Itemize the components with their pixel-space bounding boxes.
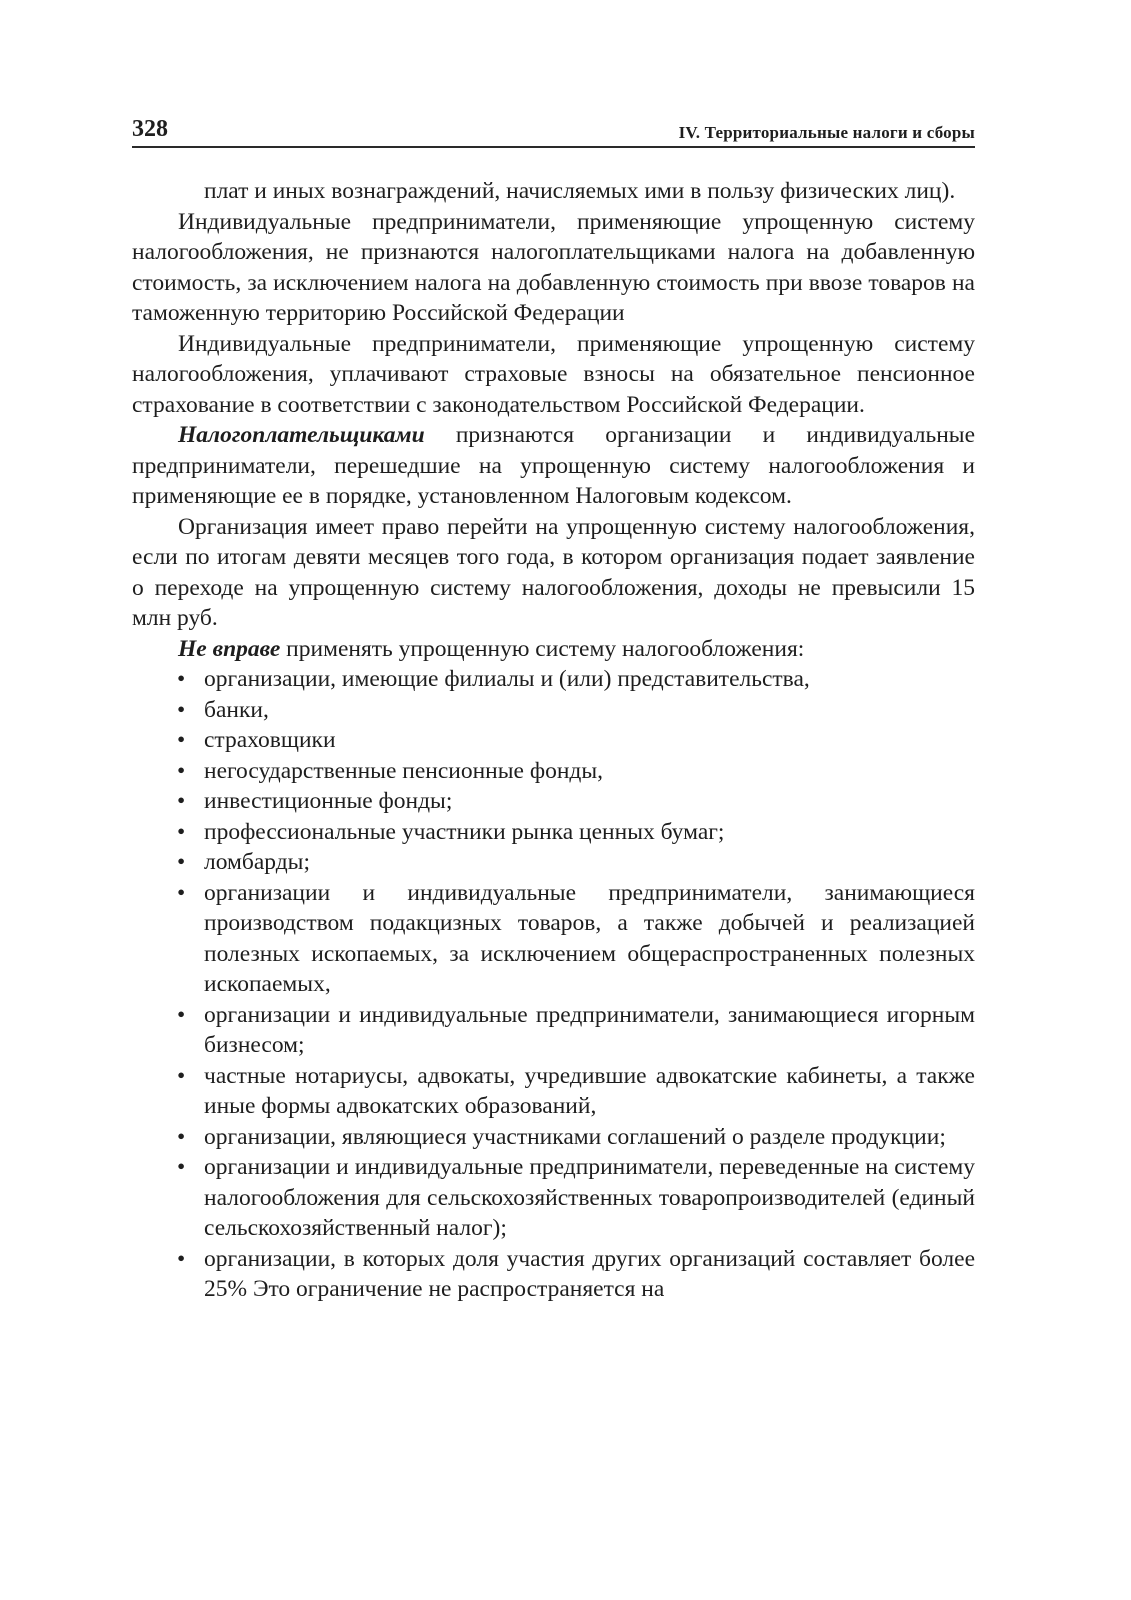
list-item: • организации и индивидуальные предприниматели, переведенные на систему налогообложения для сельскохозяйственных товаропроизводителей (единый сельскохозяйственный налог);: [204, 1152, 975, 1244]
chapter-title: IV. Территориальные налоги и сборы: [678, 123, 975, 142]
paragraph-vat-exemption: Индивидуальные предприниматели, применяющие упрощенную систему налогообложения, не признаются налогоплательщиками налога на добавленную стоимость, за исключением налога на добавленную стоимость при ввозе товаров на таможенную территорию Российской Федерации: [132, 208, 975, 326]
list-item: • профессиональные участники рынка ценных бумаг;: [204, 817, 975, 848]
list-item: • организации, имеющие филиалы и (или) представительства,: [204, 664, 975, 695]
list-item: • страховщики: [204, 725, 975, 756]
paragraph-not-entitled-text: применять упрощенную систему налогообложения:: [280, 635, 805, 662]
list-item: • банки,: [204, 695, 975, 726]
page-number: 328: [132, 116, 168, 142]
paragraph-pension-contributions: Индивидуальные предприниматели, применяющие упрощенную систему налогообложения, уплачивают страховые взносы на обязательное пенсионное страхование в соответствии с законодательством Российской Федерации.: [132, 330, 975, 418]
body-text: [132, 176, 975, 1305]
list-item: • организации и индивидуальные предприниматели, занимающиеся игорным бизнесом;: [204, 1000, 975, 1061]
list-item: • частные нотариусы, адвокаты, учредившие адвокатские кабинеты, а также иные формы адвокатских образований,: [204, 1061, 975, 1122]
continuation-paragraph: плат и иных вознаграждений, начисляемых ими в пользу физических лиц).: [204, 178, 956, 204]
paragraph-transition-right: Организация имеет право перейти на упрощенную систему налогообложения, если по итогам девяти месяцев того года, в котором организация подает заявление о переходе на упрощенную систему налогообложения, доходы не превысили 15 млн руб.: [132, 513, 975, 631]
list-item: • организации, в которых доля участия других организаций составляет более 25% Это ограничение не распространяется на: [204, 1244, 975, 1305]
paragraph-taxpayers-text: признаются организации и индивидуальные предприниматели, перешедшие на упрощенную систему налогообложения и применяющие ее в порядке, установленном Налоговым кодексом.: [132, 422, 975, 509]
list-item: • ломбарды;: [204, 847, 975, 878]
list-item: • организации, являющиеся участниками соглашений о разделе продукции;: [204, 1122, 975, 1153]
list-item: • инвестиционные фонды;: [204, 786, 975, 817]
running-head: [132, 110, 975, 148]
term-not-entitled: Не вправе: [178, 635, 281, 662]
excluded-entities-list: [132, 664, 975, 1305]
term-taxpayers: Налогоплательщиками: [178, 422, 425, 448]
book-page: [132, 110, 975, 1305]
list-item: • организации и индивидуальные предприниматели, занимающиеся производством подакцизных товаров, а также добычей и реализацией полезных ископаемых, за исключением общераспространенных полезных ископаемых,: [204, 878, 975, 1000]
list-item: • негосударственные пенсионные фонды,: [204, 756, 975, 787]
paragraph-not-entitled: [132, 634, 975, 665]
paragraph-taxpayers: [132, 420, 975, 512]
